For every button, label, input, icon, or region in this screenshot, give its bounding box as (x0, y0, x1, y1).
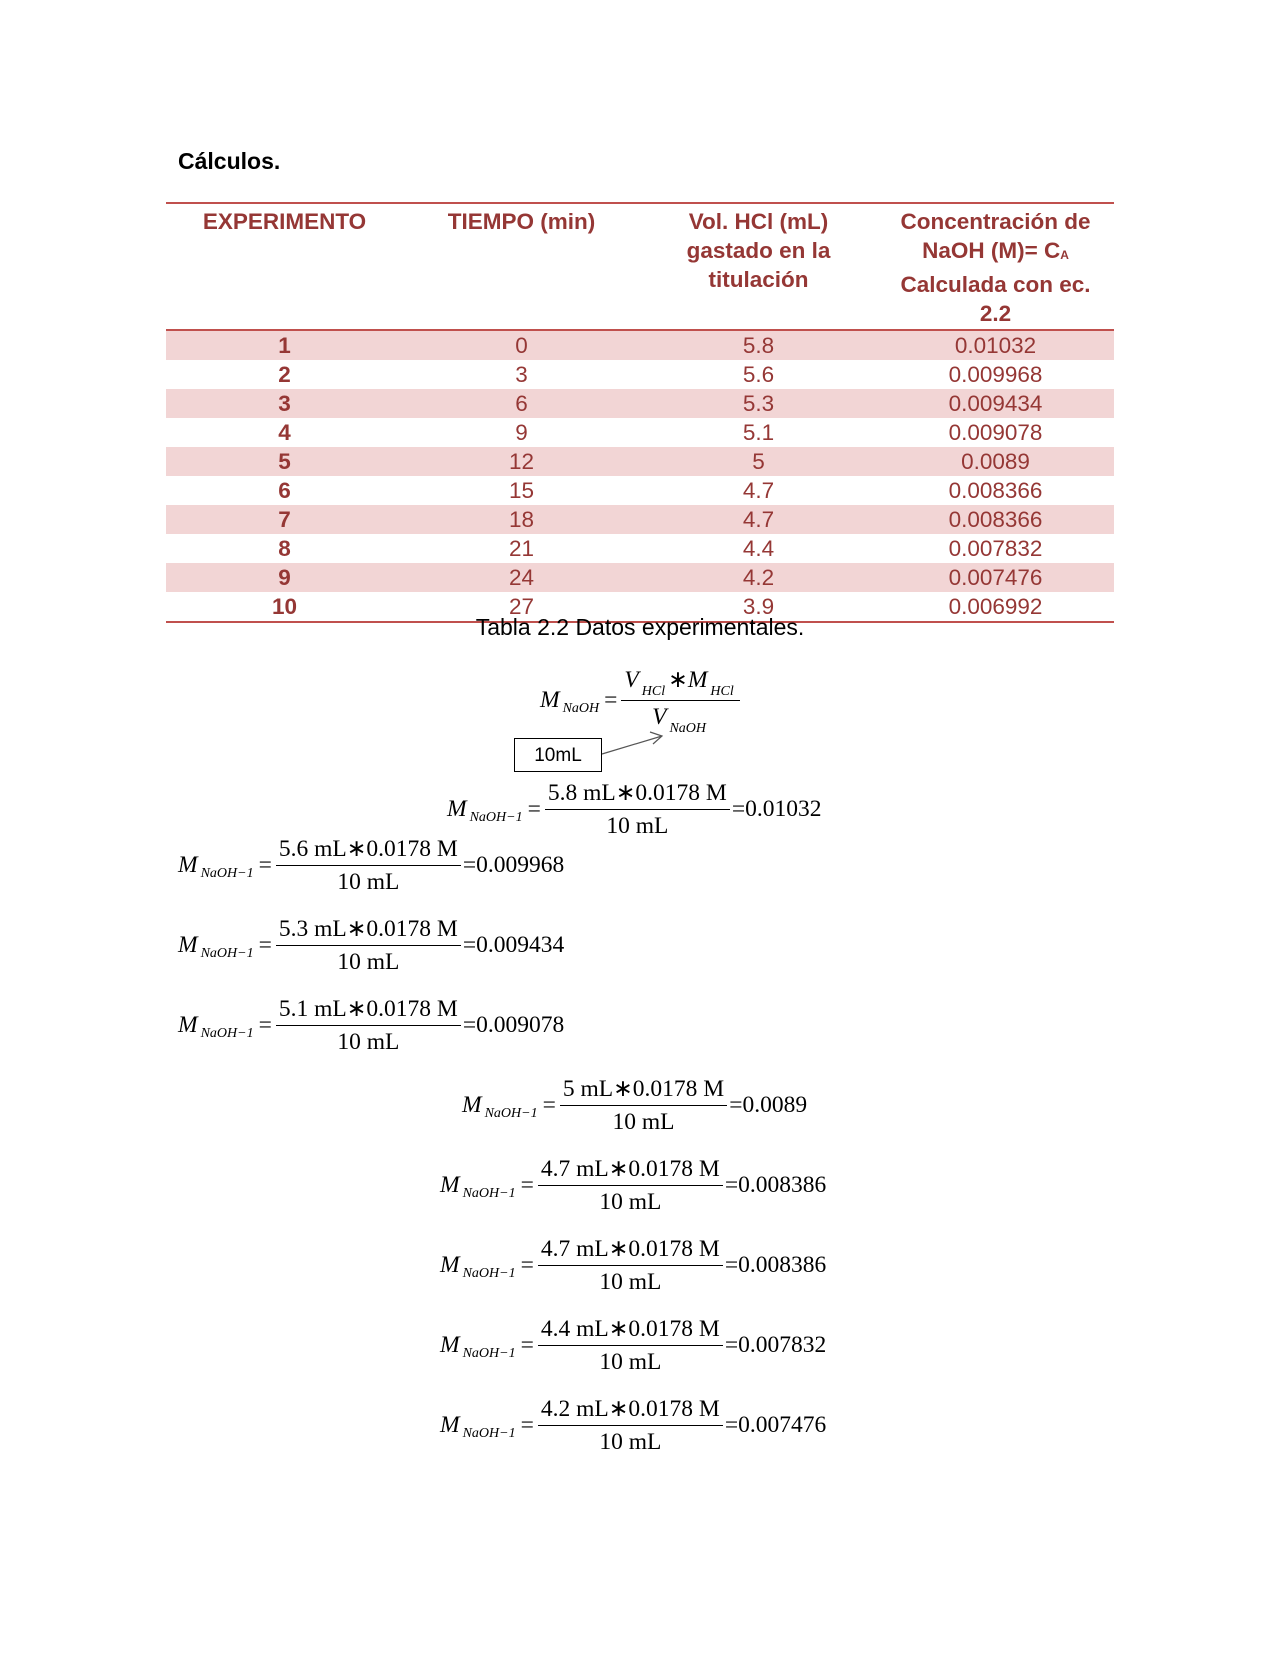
table-row (166, 418, 1114, 447)
cell-volume: 4.4 (742, 536, 775, 561)
cell-concentration: 0.007476 (877, 563, 1114, 592)
calc-denominator: 10 mL (599, 1349, 662, 1375)
calc-lhs-subscript: NaOH−1 (200, 865, 254, 881)
cell-experiment: 10 (166, 592, 403, 622)
calc-denominator: 10 mL (599, 1429, 662, 1455)
calc-lhs-subscript: NaOH−1 (484, 1105, 538, 1121)
calculation-formula (462, 1075, 807, 1136)
cell-volume: 5.3 (640, 389, 877, 418)
formula-lhs-subscript: NaOH (562, 700, 600, 716)
formula-equals: = (604, 687, 618, 713)
annotation-arrow-icon (600, 728, 670, 758)
numerator-v-subscript: HCl (641, 684, 666, 699)
calc-lhs: M (178, 932, 198, 958)
calc-result: =0.008386 (724, 1172, 827, 1198)
table-row (166, 389, 1114, 418)
calculation-formula (178, 915, 564, 976)
calc-fraction (538, 1395, 723, 1456)
cell-experiment: 7 (166, 505, 403, 534)
calc-lhs: M (447, 796, 467, 822)
calc-fraction (538, 1155, 723, 1216)
calc-result: =0.008386 (724, 1252, 827, 1278)
cell-concentration: 0.0089 (877, 447, 1114, 476)
calc-equals: = (527, 796, 541, 822)
cell-experiment: 4 (278, 420, 291, 445)
header-concentration-subscript: A (1060, 248, 1069, 262)
calc-numerator: 4.2 mL∗0.0178 M (538, 1395, 723, 1426)
numerator-times: ∗ (668, 667, 688, 693)
calculation-formula (447, 779, 821, 840)
calc-denominator: 10 mL (606, 813, 669, 839)
header-concentration-text: Concentración de NaOH (M)= C (900, 209, 1091, 263)
cell-volume: 4.2 (640, 563, 877, 592)
calc-lhs-subscript: NaOH−1 (469, 809, 523, 825)
calculation-formula (440, 1315, 826, 1376)
calc-result: =0.009968 (462, 852, 565, 878)
cell-time: 27 (403, 592, 640, 622)
calc-equals: = (520, 1252, 534, 1278)
cell-experiment: 6 (278, 478, 291, 503)
calc-lhs-subscript: NaOH−1 (200, 945, 254, 961)
numerator-m: M (687, 667, 708, 693)
cell-volume: 3.9 (640, 592, 877, 622)
table-row (166, 360, 1114, 389)
volume-annotation-box: 10mL (514, 738, 602, 772)
calculation-formula (178, 835, 564, 896)
formula-numerator (621, 666, 739, 701)
calc-equals: = (542, 1092, 556, 1118)
calc-numerator: 4.7 mL∗0.0178 M (538, 1155, 723, 1186)
denominator-v: V (652, 704, 667, 730)
calc-fraction (276, 995, 461, 1056)
table-header-row (166, 203, 1114, 330)
cell-concentration: 0.009078 (948, 420, 1043, 445)
header-concentration (877, 203, 1114, 330)
cell-volume: 5.8 (640, 330, 877, 360)
header-time: TIEMPO (min) (403, 203, 640, 330)
calculation-formula (178, 995, 564, 1056)
cell-volume: 4.7 (742, 478, 775, 503)
calc-lhs-subscript: NaOH−1 (462, 1185, 516, 1201)
calc-fraction (276, 915, 461, 976)
calc-equals: = (520, 1172, 534, 1198)
formula-lhs: M (540, 687, 560, 713)
calc-result: =0.009078 (462, 1012, 565, 1038)
calc-equals: = (258, 1012, 272, 1038)
cell-experiment: 5 (166, 447, 403, 476)
cell-volume: 5 (640, 447, 877, 476)
calc-denominator: 10 mL (599, 1269, 662, 1295)
calc-numerator: 5.6 mL∗0.0178 M (276, 835, 461, 866)
table-caption: Tabla 2.2 Datos experimentales. (475, 614, 805, 640)
calc-denominator: 10 mL (337, 869, 400, 895)
numerator-m-subscript: HCl (710, 684, 734, 699)
calc-equals: = (258, 852, 272, 878)
calc-lhs-subscript: NaOH−1 (462, 1345, 516, 1361)
calc-numerator: 5.8 mL∗0.0178 M (545, 779, 730, 810)
calc-result: =0.01032 (731, 796, 822, 822)
calc-lhs: M (440, 1252, 460, 1278)
cell-experiment: 8 (278, 536, 291, 561)
calculation-formula (440, 1235, 826, 1296)
cell-volume: 5.6 (742, 362, 775, 387)
cell-concentration: 0.008366 (877, 505, 1114, 534)
cell-concentration: 0.008366 (948, 478, 1043, 503)
calc-fraction (560, 1075, 727, 1136)
calc-fraction (276, 835, 461, 896)
header-experiment: EXPERIMENTO (166, 203, 403, 330)
cell-time: 6 (403, 389, 640, 418)
formula-fraction (621, 666, 739, 735)
cell-time: 12 (403, 447, 640, 476)
cell-time: 3 (515, 362, 528, 387)
calc-denominator: 10 mL (337, 1029, 400, 1055)
cell-experiment: 9 (166, 563, 403, 592)
calc-lhs-subscript: NaOH−1 (462, 1265, 516, 1281)
table-row (166, 447, 1114, 476)
header-volume-text: Vol. HCl (mL) gastado en la titulación (686, 209, 831, 292)
calc-result: =0.009434 (462, 932, 565, 958)
calc-numerator: 5.3 mL∗0.0178 M (276, 915, 461, 946)
calc-fraction (538, 1235, 723, 1296)
calc-result: =0.007476 (724, 1412, 827, 1438)
calc-lhs: M (440, 1412, 460, 1438)
calc-lhs: M (462, 1092, 482, 1118)
cell-experiment: 2 (278, 362, 291, 387)
experimental-data-table (166, 202, 1114, 623)
calc-result: =0.0089 (729, 1092, 808, 1118)
table-row (166, 534, 1114, 563)
section-heading: Cálculos. (178, 148, 281, 174)
header-concentration-note: Calculada con ec. 2.2 (900, 272, 1091, 326)
cell-time: 24 (403, 563, 640, 592)
cell-time: 15 (508, 478, 535, 503)
calc-lhs: M (178, 1012, 198, 1038)
calc-denominator: 10 mL (599, 1189, 662, 1215)
cell-concentration: 0.01032 (877, 330, 1114, 360)
calc-lhs: M (178, 852, 198, 878)
calc-fraction (545, 779, 730, 840)
calc-lhs-subscript: NaOH−1 (462, 1425, 516, 1441)
calc-lhs: M (440, 1172, 460, 1198)
calc-numerator: 5 mL∗0.0178 M (560, 1075, 727, 1106)
cell-experiment: 3 (166, 389, 403, 418)
table-row (166, 505, 1114, 534)
table-row (166, 563, 1114, 592)
denominator-v-subscript: NaOH (669, 721, 707, 736)
calc-denominator: 10 mL (337, 949, 400, 975)
calc-numerator: 5.1 mL∗0.0178 M (276, 995, 461, 1026)
calculation-formula (440, 1395, 826, 1456)
cell-concentration: 0.009434 (877, 389, 1114, 418)
calc-numerator: 4.4 mL∗0.0178 M (538, 1315, 723, 1346)
calc-equals: = (520, 1332, 534, 1358)
calc-denominator: 10 mL (612, 1109, 675, 1135)
cell-experiment: 1 (166, 330, 403, 360)
cell-time: 18 (403, 505, 640, 534)
general-formula (540, 666, 742, 735)
calc-lhs-subscript: NaOH−1 (200, 1025, 254, 1041)
cell-time: 9 (515, 420, 528, 445)
calculation-formula (440, 1155, 826, 1216)
cell-time: 0 (403, 330, 640, 360)
cell-volume: 5.1 (742, 420, 775, 445)
cell-time: 21 (508, 536, 535, 561)
cell-volume: 4.7 (640, 505, 877, 534)
numerator-v: V (624, 667, 639, 693)
cell-concentration: 0.006992 (877, 592, 1114, 622)
calc-numerator: 4.7 mL∗0.0178 M (538, 1235, 723, 1266)
calc-equals: = (520, 1412, 534, 1438)
table-row (166, 330, 1114, 360)
calc-result: =0.007832 (724, 1332, 827, 1358)
calc-fraction (538, 1315, 723, 1376)
cell-concentration: 0.009968 (948, 362, 1043, 387)
table-row (166, 476, 1114, 505)
calc-lhs: M (440, 1332, 460, 1358)
header-volume (640, 203, 877, 330)
calc-equals: = (258, 932, 272, 958)
cell-concentration: 0.007832 (948, 536, 1043, 561)
